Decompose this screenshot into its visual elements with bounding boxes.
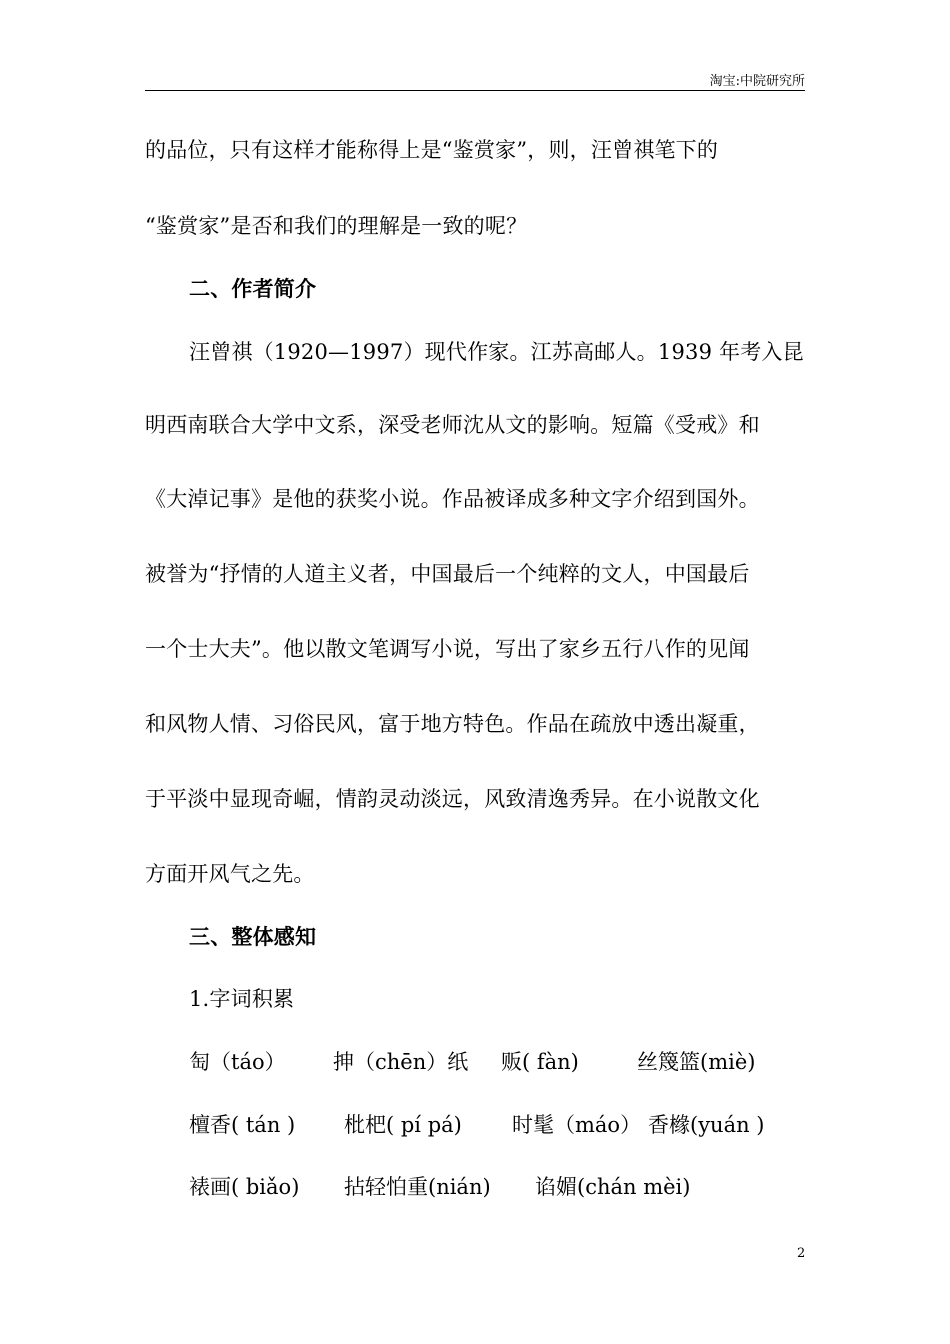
- paragraph-line: 和风物人情、习俗民风，富于地方特色。作品在疏放中透出凝重，: [145, 712, 760, 736]
- vocab-item: 裱画( biǎo): [189, 1175, 300, 1199]
- paragraph-line: 《大淖记事》是他的获奖小说。作品被译成多种文字介绍到国外。: [145, 487, 760, 511]
- vocab-item: 丝篾篮(miè): [637, 1050, 756, 1074]
- paragraph-line: 一个士大夫”。他以散文笔调写小说，写出了家乡五行八作的见闻: [145, 637, 750, 661]
- vocab-item: 贩( fàn): [501, 1050, 579, 1074]
- subsection-title: 1.字词积累: [189, 987, 295, 1011]
- vocab-item: 抻（chēn）纸: [333, 1050, 469, 1074]
- page-header: [145, 74, 805, 91]
- vocab-item: 拈轻怕重(nián): [344, 1175, 491, 1199]
- paragraph-line: 汪曾祺（1920—1997）现代作家。江苏高邮人。1939 年考入昆: [189, 340, 804, 364]
- section-heading-overall-perception: 三、整体感知: [189, 924, 317, 949]
- page-number: 2: [797, 1246, 806, 1261]
- paragraph-line: 于平淡中显现奇崛，情韵灵动淡远，风致清逸秀异。在小说散文化: [145, 787, 760, 811]
- paragraph-line: “鉴赏家”是否和我们的理解是一致的呢？: [145, 214, 528, 238]
- vocab-item: 香橼(yuán ): [648, 1113, 765, 1137]
- vocab-item: 时髦（máo）: [512, 1113, 642, 1137]
- section-heading-author-intro: 二、作者简介: [189, 276, 317, 301]
- paragraph-line: 方面开风气之先。: [145, 862, 315, 886]
- vocab-item: 枇杷( pí pá): [344, 1113, 462, 1137]
- header-text: 淘宝:中院研究所: [709, 74, 805, 89]
- paragraph-line: 明西南联合大学中文系，深受老师沈从文的影响。短篇《受戒》和: [145, 413, 760, 437]
- vocab-item: 谄媚(chán mèi): [535, 1175, 691, 1199]
- vocab-item: 檀香( tán ): [189, 1113, 296, 1137]
- paragraph-line: 的品位，只有这样才能称得上是“鉴赏家”，则，汪曾祺笔下的: [145, 138, 719, 162]
- vocab-item: 匋（táo）: [189, 1050, 286, 1074]
- paragraph-line: 被誉为“抒情的人道主义者，中国最后一个纯粹的文人，中国最后: [145, 562, 750, 586]
